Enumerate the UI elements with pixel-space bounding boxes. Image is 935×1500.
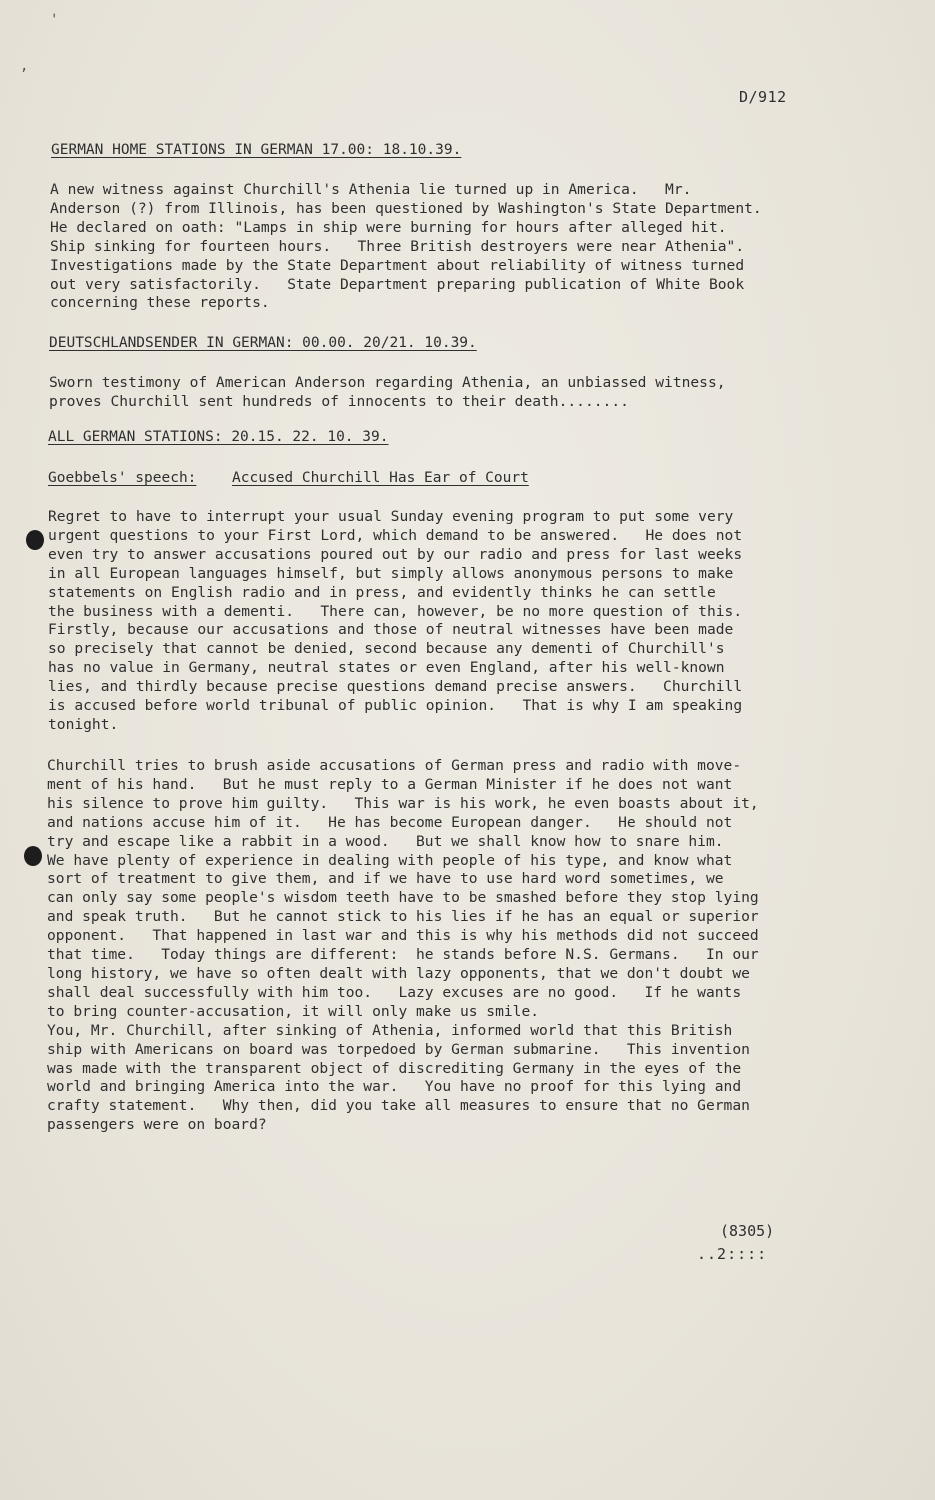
- text-line: passengers were on board?: [47, 1116, 267, 1134]
- text-line: opponent. That happened in last war and this is why his methods did not succeed: [47, 927, 759, 945]
- text-line: concerning these reports.: [50, 294, 270, 312]
- text-line: You, Mr. Churchill, after sinking of Athenia, informed world that this British: [47, 1021, 733, 1039]
- text-line: ment of his hand. But he must reply to a German Minister if he does not want: [47, 775, 733, 793]
- speech-title: Accused Churchill Has Ear of Court: [232, 470, 529, 486]
- text-line: shall deal successfully with him too. Lazy excuses are no good. If he wants: [47, 983, 742, 1001]
- text-line: even try to answer accusations poured out by our radio and press for last weeks: [48, 545, 743, 563]
- text-line: out very satisfactorily. State Department preparing publication of White Book: [50, 275, 745, 293]
- text-line: ship with Americans on board was torpedoed by German submarine. This invention: [47, 1040, 750, 1058]
- text-line: proves Churchill sent hundreds of innocents to their death........: [49, 392, 629, 410]
- section-heading-deutschlandsender: DEUTSCHLANDSENDER IN GERMAN: 00.00. 20/21. 10.39.: [49, 335, 477, 351]
- text-line: in all European languages himself, but simply allows anonymous persons to make: [48, 564, 734, 582]
- text-line: statements on English radio and in press, and evidently thinks he can settle: [48, 583, 716, 601]
- text-line: He declared on oath: "Lamps in ship were burning for hours after alleged hit.: [50, 218, 727, 236]
- section-heading-home-stations: GERMAN HOME STATIONS IN GERMAN 17.00: 18.10.39.: [51, 142, 462, 158]
- corner-mark: ,: [20, 58, 29, 74]
- text-line: lies, and thirdly because precise questions demand precise answers. Churchill: [48, 678, 743, 696]
- text-line: to bring counter-accusation, it will only make us smile.: [47, 1002, 540, 1020]
- text-line: Sworn testimony of American Anderson regarding Athenia, an unbiassed witness,: [49, 374, 726, 391]
- text-line: try and escape like a rabbit in a wood. But we shall know how to snare him.: [47, 832, 724, 850]
- text-line: A new witness against Churchill's Athenia lie turned up in America. Mr.: [50, 181, 692, 198]
- text-line: sort of treatment to give them, and if we have to use hard word sometimes, we: [47, 870, 724, 888]
- document-reference: D/912: [739, 88, 787, 106]
- text-line: is accused before world tribunal of public opinion. That is why I am speaking: [48, 697, 743, 715]
- section-body-home-stations: [50, 181, 762, 313]
- text-line: Regret to have to interrupt your usual Sunday evening program to put some very: [48, 508, 734, 525]
- speech-paragraph-2: [47, 757, 759, 1135]
- text-line: Anderson (?) from Illinois, has been questioned by Washington's State Department.: [50, 199, 762, 217]
- text-line: that time. Today things are different: he stands before N.S. Germans. In our: [47, 946, 759, 964]
- text-line: and speak truth. But he cannot stick to his lies if he has an equal or superior: [47, 908, 759, 926]
- document-number: (8305): [720, 1222, 775, 1240]
- text-line: tonight.: [48, 715, 119, 733]
- text-line: was made with the transparent object of discrediting Germany in the eyes of the: [47, 1059, 742, 1077]
- text-line: has no value in Germany, neutral states or even England, after his well-known: [48, 659, 725, 677]
- section-body-deutschlandsender: [49, 374, 726, 412]
- text-line: and nations accuse him of it. He has become European danger. He should not: [47, 813, 733, 831]
- punch-hole: [24, 846, 42, 866]
- page-continuation: ..2::::: [697, 1245, 768, 1263]
- text-line: We have plenty of experience in dealing with people of his type, and know what: [47, 851, 733, 869]
- text-line: long history, we have so often dealt with lazy opponents, that we don't doubt we: [47, 964, 750, 982]
- text-line: crafty statement. Why then, did you take all measures to ensure that no German: [47, 1097, 750, 1115]
- text-line: can only say some people's wisdom teeth have to be smashed before they stop lying: [47, 889, 759, 907]
- text-line: urgent questions to your First Lord, which demand to be answered. He does not: [48, 526, 743, 544]
- text-line: his silence to prove him guilty. This war is his work, he even boasts about it,: [47, 794, 759, 812]
- speech-paragraph-1: [48, 508, 742, 735]
- corner-mark: ': [50, 12, 59, 28]
- text-line: world and bringing America into the war. You have no proof for this lying and: [47, 1078, 742, 1096]
- text-line: Firstly, because our accusations and those of neutral witnesses have been made: [48, 621, 734, 639]
- text-line: Churchill tries to brush aside accusations of German press and radio with move-: [47, 757, 742, 774]
- section-heading-all-german-stations: ALL GERMAN STATIONS: 20.15. 22. 10. 39.: [48, 429, 389, 445]
- text-line: the business with a dementi. There can, however, be no more question of this.: [48, 602, 743, 620]
- text-line: Ship sinking for fourteen hours. Three British destroyers were near Athenia".: [50, 237, 745, 255]
- punch-hole: [26, 530, 44, 550]
- speech-label: Goebbels' speech:: [48, 470, 197, 486]
- text-line: so precisely that cannot be denied, second because any dementi of Churchill's: [48, 640, 725, 658]
- text-line: Investigations made by the State Department about reliability of witness turned: [50, 256, 745, 274]
